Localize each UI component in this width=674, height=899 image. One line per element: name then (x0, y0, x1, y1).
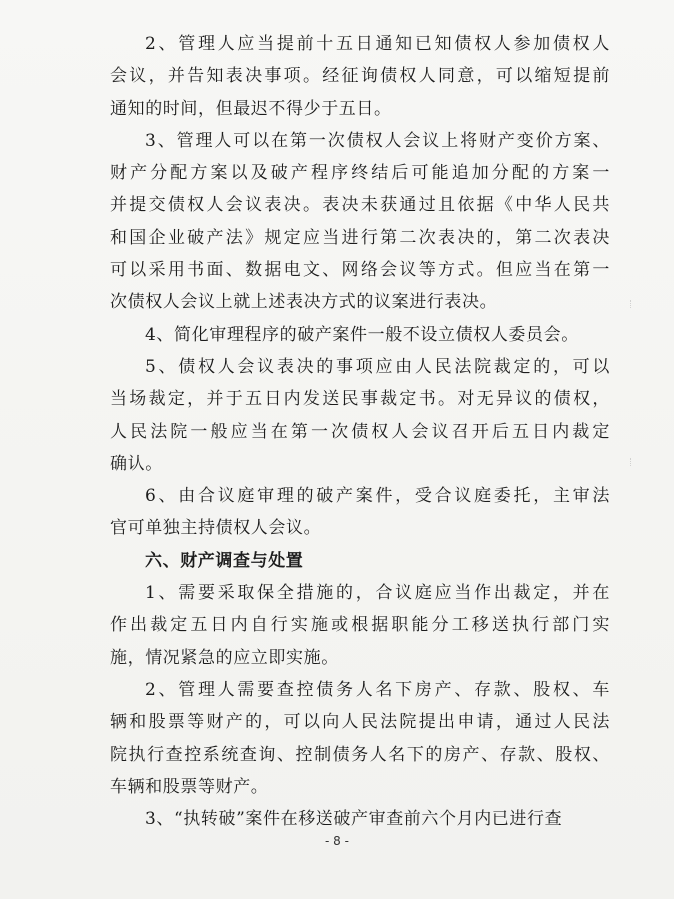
section-heading: 六、财产调查与处置 (145, 550, 304, 571)
text-line: 可以采用书面、数据电文、网络会议等方式。但应当在第一 (110, 260, 610, 281)
text-line: 并提交债权人会议表决。表决未获通过且依据《中华人民共 (110, 195, 610, 216)
text-line: 人民法院一般应当在第一次债权人会议召开后五日内裁定 (110, 421, 610, 442)
text-line: 官可单独主持债权人会议。 (110, 518, 322, 539)
text-line: 和国企业破产法》规定应当进行第二次表决的，第二次表决 (110, 227, 610, 248)
text-line: 辆和股票等财产的，可以向人民法院提出申请，通过人民法 (110, 712, 610, 733)
text-line: 作出裁定五日内自行实施或根据职能分工移送执行部门实 (110, 615, 610, 636)
text-line: 次债权人会议上就上述表决方式的议案进行表决。 (110, 292, 498, 313)
text-line: 3、“执转破”案件在移送破产审查前六个月内已进行查 (145, 809, 563, 830)
text-line: 确认。 (110, 453, 163, 474)
text-line: 3、管理人可以在第一次债权人会议上将财产变价方案、 (145, 130, 610, 151)
text-line: 通知的时间，但最迟不得少于五日。 (110, 98, 392, 119)
scan-mark (630, 458, 634, 466)
text-line: 2、管理人需要查控债务人名下房产、存款、股权、车 (145, 679, 610, 700)
text-line: 6、由合议庭审理的破产案件，受合议庭委托，主审法 (145, 486, 610, 507)
scan-mark (630, 300, 634, 308)
text-line: 当场裁定，并于五日内发送民事裁定书。对无异议的债权， (110, 389, 610, 410)
text-line: 会议，并告知表决事项。经征询债权人同意，可以缩短提前 (110, 66, 610, 87)
text-line: 院执行查控系统查询、控制债务人名下的房产、存款、股权、 (110, 744, 610, 765)
text-line: 5、债权人会议表决的事项应由人民法院裁定的，可以 (145, 356, 610, 377)
text-line: 施，情况紧急的应立即实施。 (110, 647, 339, 668)
text-line: 2、管理人应当提前十五日通知已知债权人参加债权人 (145, 34, 610, 54)
text-line: 4、简化审理程序的破产案件一般不设立债权人委员会。 (145, 324, 579, 345)
document-body (110, 28, 610, 835)
text-line: 车辆和股票等财产。 (110, 776, 269, 797)
page-number: - 8 - (325, 834, 349, 848)
text-line: 财产分配方案以及破产程序终结后可能追加分配的方案一 (110, 163, 610, 184)
text-line: 1、需要采取保全措施的，合议庭应当作出裁定，并在 (145, 583, 610, 604)
